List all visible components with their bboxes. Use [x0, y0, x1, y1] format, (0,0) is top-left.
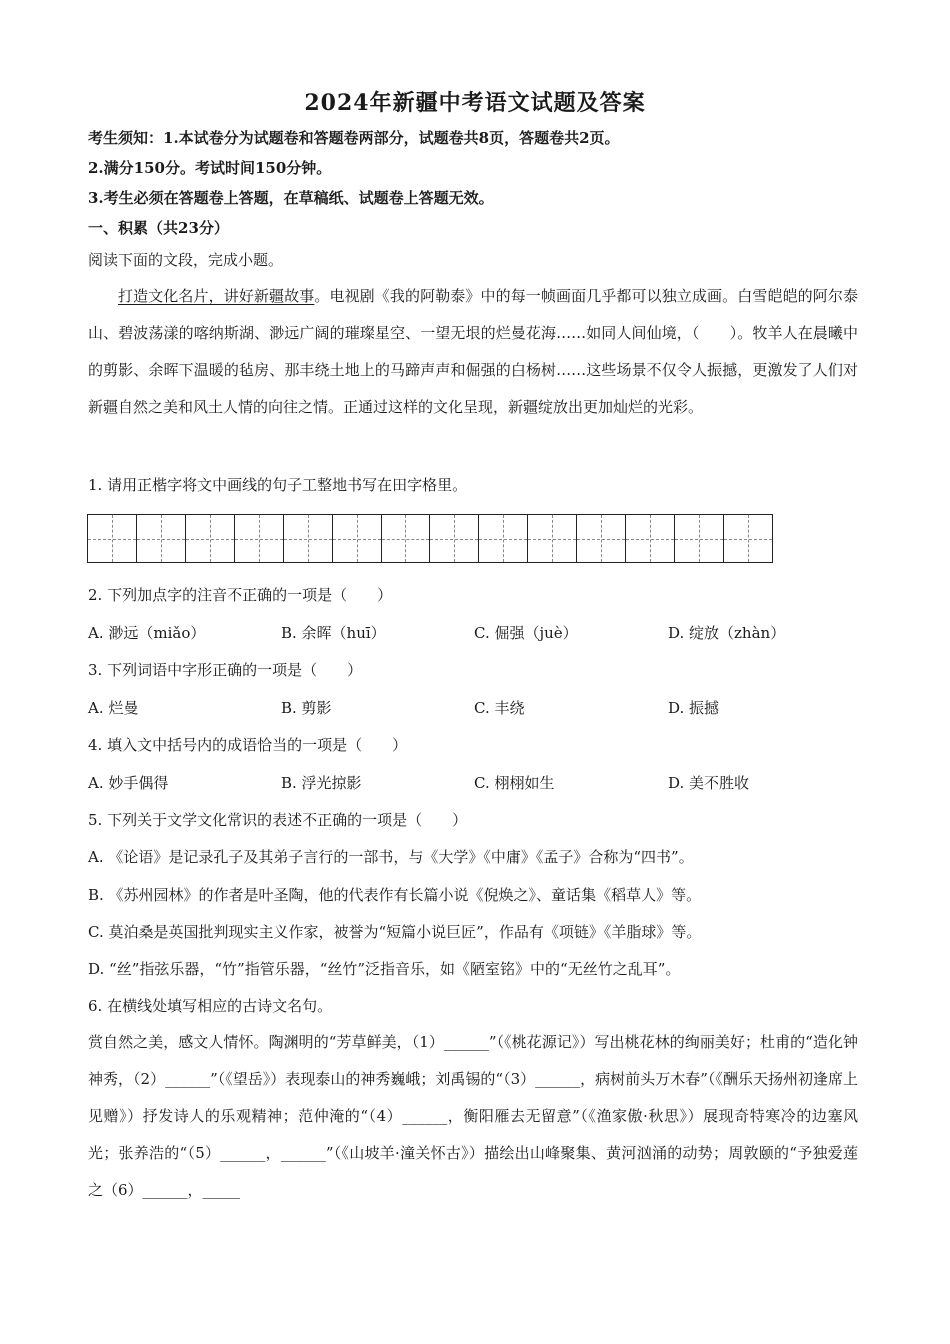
grid-cell[interactable] [430, 515, 479, 562]
page-title: 2024年新疆中考语文试题及答案 [304, 90, 646, 116]
option-d: D. 美不胜收 [668, 774, 750, 792]
grid-cell[interactable] [137, 515, 186, 562]
grid-cell[interactable] [284, 515, 333, 562]
question-3: 3. 下列词语中字形正确的一项是（ ） [88, 661, 363, 679]
option-a: A. 渺远（miǎo） [88, 624, 206, 642]
grid-cell[interactable] [724, 515, 772, 562]
question-5-option-b: B. 《苏州园林》的作者是叶圣陶，他的代表作有长篇小说《倪焕之》、童话集《稻草人》等。 [88, 886, 702, 904]
grid-cell[interactable] [528, 515, 577, 562]
grid-cell[interactable] [333, 515, 382, 562]
section-heading: 一、积累（共23分） [88, 219, 229, 237]
question-5: 5. 下列关于文学文化常识的表述不正确的一项是（ ） [88, 811, 468, 829]
grid-cell[interactable] [675, 515, 724, 562]
grid-cell[interactable] [479, 515, 528, 562]
grid-cell[interactable] [626, 515, 675, 562]
grid-cell[interactable] [235, 515, 284, 562]
grid-cell[interactable] [88, 515, 137, 562]
question-6-passage: 赏自然之美，感文人情怀。陶渊明的“芳草鲜美，（1）______”（《桃花源记》）写出桃花林的绚丽美好；杜甫的“造化钟神秀，（2）______”（《望岳》）表现泰山的神秀巍峨；刘禹锡的“（3）______，病树前头万木春”（《酬乐天扬州初逢席上见赠》）抒发诗人的乐观精神；范仲淹的“（4）______，衡阳雁去无留意”（《渔家傲·秋思》）展现奇特寒冷的边塞风光；张养浩的“（5）______，______”（《山坡羊·潼关怀古》）描绘出山峰聚集、黄河汹涌的动势；周敦颐的“予独爱莲之（6）______，_____ [88, 1033, 858, 1199]
option-d: D. 绽放（zhàn） [668, 624, 786, 642]
underlined-sentence: 打造文化名片，讲好新疆故事 [118, 287, 315, 305]
option-a: A. 妙手偶得 [88, 774, 169, 792]
grid-cell[interactable] [382, 515, 431, 562]
option-a: A. 烂曼 [88, 699, 139, 717]
option-c: C. 丰绕 [474, 699, 525, 717]
option-c: C. 栩栩如生 [474, 774, 555, 792]
question-5-option-c: C. 莫泊桑是英国批判现实主义作家，被誉为“短篇小说巨匠”，作品有《项链》《羊脂球》等。 [88, 923, 702, 941]
notice-line-3: 3.考生必须在答题卷上答题，在草稿纸、试题卷上答题无效。 [88, 189, 494, 207]
reading-passage [88, 278, 858, 463]
grid-cell[interactable] [577, 515, 626, 562]
option-c: C. 倔强（juè） [474, 624, 578, 642]
notice-line-2: 2.满分150分。考试时间150分钟。 [88, 159, 332, 177]
question-1: 1. 请用正楷字将文中画线的句子工整地书写在田字格里。 [88, 476, 468, 494]
reading-instruction: 阅读下面的文段，完成小题。 [88, 251, 284, 269]
question-2: 2. 下列加点字的注音不正确的一项是（ ） [88, 586, 393, 604]
question-6: 6. 在横线处填写相应的古诗文名句。 [88, 997, 333, 1015]
grid-cell[interactable] [186, 515, 235, 562]
option-d: D. 振撼 [668, 699, 720, 717]
option-b: B. 浮光掠影 [281, 774, 362, 792]
option-b: B. 余晖（huī） [281, 624, 386, 642]
tianzige-grid[interactable] [87, 514, 773, 563]
question-4: 4. 填入文中括号内的成语恰当的一项是（ ） [88, 736, 408, 754]
passage-body: 。电视剧《我的阿勒泰》中的每一帧画面几乎都可以独立成画。白雪皑皑的阿尔泰山、碧波荡漾的喀纳斯湖、渺远广阔的璀璨星空、一望无垠的烂曼花海……如同人间仙境，（ ）。牧羊人在晨曦中的剪影、余晖下温暖的毡房、那丰绕土地上的马蹄声声和倔强的白杨树……这些场景不仅令人振撼，更激发了人们对新疆自然之美和风土人情的向往之情。正通过这样的文化呈现，新疆绽放出更加灿烂的光彩。 [88, 287, 858, 416]
option-b: B. 剪影 [281, 699, 332, 717]
question-5-option-a: A. 《论语》是记录孔子及其弟子言行的一部书，与《大学》《中庸》《孟子》合称为“四书”。 [88, 848, 694, 866]
question-5-option-d: D. “丝”指弦乐器，“竹”指管乐器，“丝竹”泛指音乐，如《陋室铭》中的“无丝竹之乱耳”。 [88, 960, 681, 978]
notice-line-1: 考生须知：1.本试卷分为试题卷和答题卷两部分，试题卷共8页，答题卷共2页。 [88, 129, 620, 147]
